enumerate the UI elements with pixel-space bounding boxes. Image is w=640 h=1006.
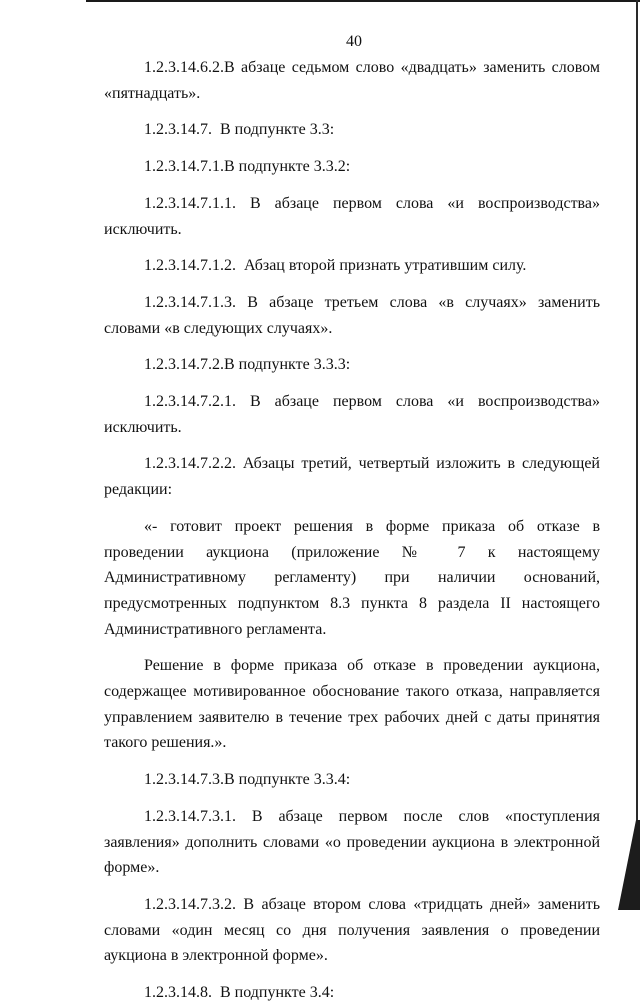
scan-edge-right xyxy=(636,0,638,905)
paragraph-7: 1.2.3.14.7.2.В подпункте 3.3.3: xyxy=(144,356,351,374)
paragraph-5: 1.2.3.14.7.1.2. Абзац второй признать утратившим силу. xyxy=(144,257,527,275)
paragraph-2: 1.2.3.14.7. В подпункте 3.3: xyxy=(144,121,335,139)
paragraph-13: 1.2.3.14.7.3.1. В абзаце первом после слов «поступления заявления» дополнить словами «о проведении аукциона в электронной форме». xyxy=(104,807,600,877)
paragraph-12: 1.2.3.14.7.3.В подпункте 3.3.4: xyxy=(144,771,351,789)
document-body xyxy=(104,55,600,1006)
paragraph-10: «- готовит проект решения в форме приказа об отказе в проведении аукциона (приложение № 7 к настоящему Административному регламенту) при наличии оснований, предусмотренных подпунктом 8.3 пункта 8 раздела II настоящего Административного регламента. xyxy=(104,517,600,638)
scan-edge-top xyxy=(86,0,640,2)
paragraph-8: 1.2.3.14.7.2.1. В абзаце первом слова «и воспроизводства» исключить. xyxy=(104,393,600,436)
paragraph-6: 1.2.3.14.7.1.3. В абзаце третьем слова «в случаях» заменить словами «в следующих случаях». xyxy=(104,293,600,337)
scan-corner-shadow xyxy=(608,820,640,910)
paragraph-4: 1.2.3.14.7.1.1. В абзаце первом слова «и воспроизводства» исключить. xyxy=(104,194,600,238)
paragraph-1: 1.2.3.14.6.2.В абзаце седьмом слово «двадцать» заменить словом «пятнадцать». xyxy=(104,59,600,102)
paragraph-9: 1.2.3.14.7.2.2. Абзацы третий, четвертый изложить в следующей редакции: xyxy=(104,455,600,499)
paragraph-14: 1.2.3.14.7.3.2. В абзаце втором слова «тридцать дней» заменить словами «один месяц со дня получения заявления о проведении аукциона в электронной форме». xyxy=(104,895,600,965)
paragraph-15: 1.2.3.14.8. В подпункте 3.4: xyxy=(144,984,335,1002)
page-number: 40 xyxy=(346,33,362,50)
paragraph-11: Решение в форме приказа об отказе в проведении аукциона, содержащее мотивированное обоснование такого отказа, направляется управлением заявителю в течение трех рабочих дней с даты принятия такого решения.». xyxy=(104,657,600,752)
paragraph-3: 1.2.3.14.7.1.В подпункте 3.3.2: xyxy=(144,158,351,176)
